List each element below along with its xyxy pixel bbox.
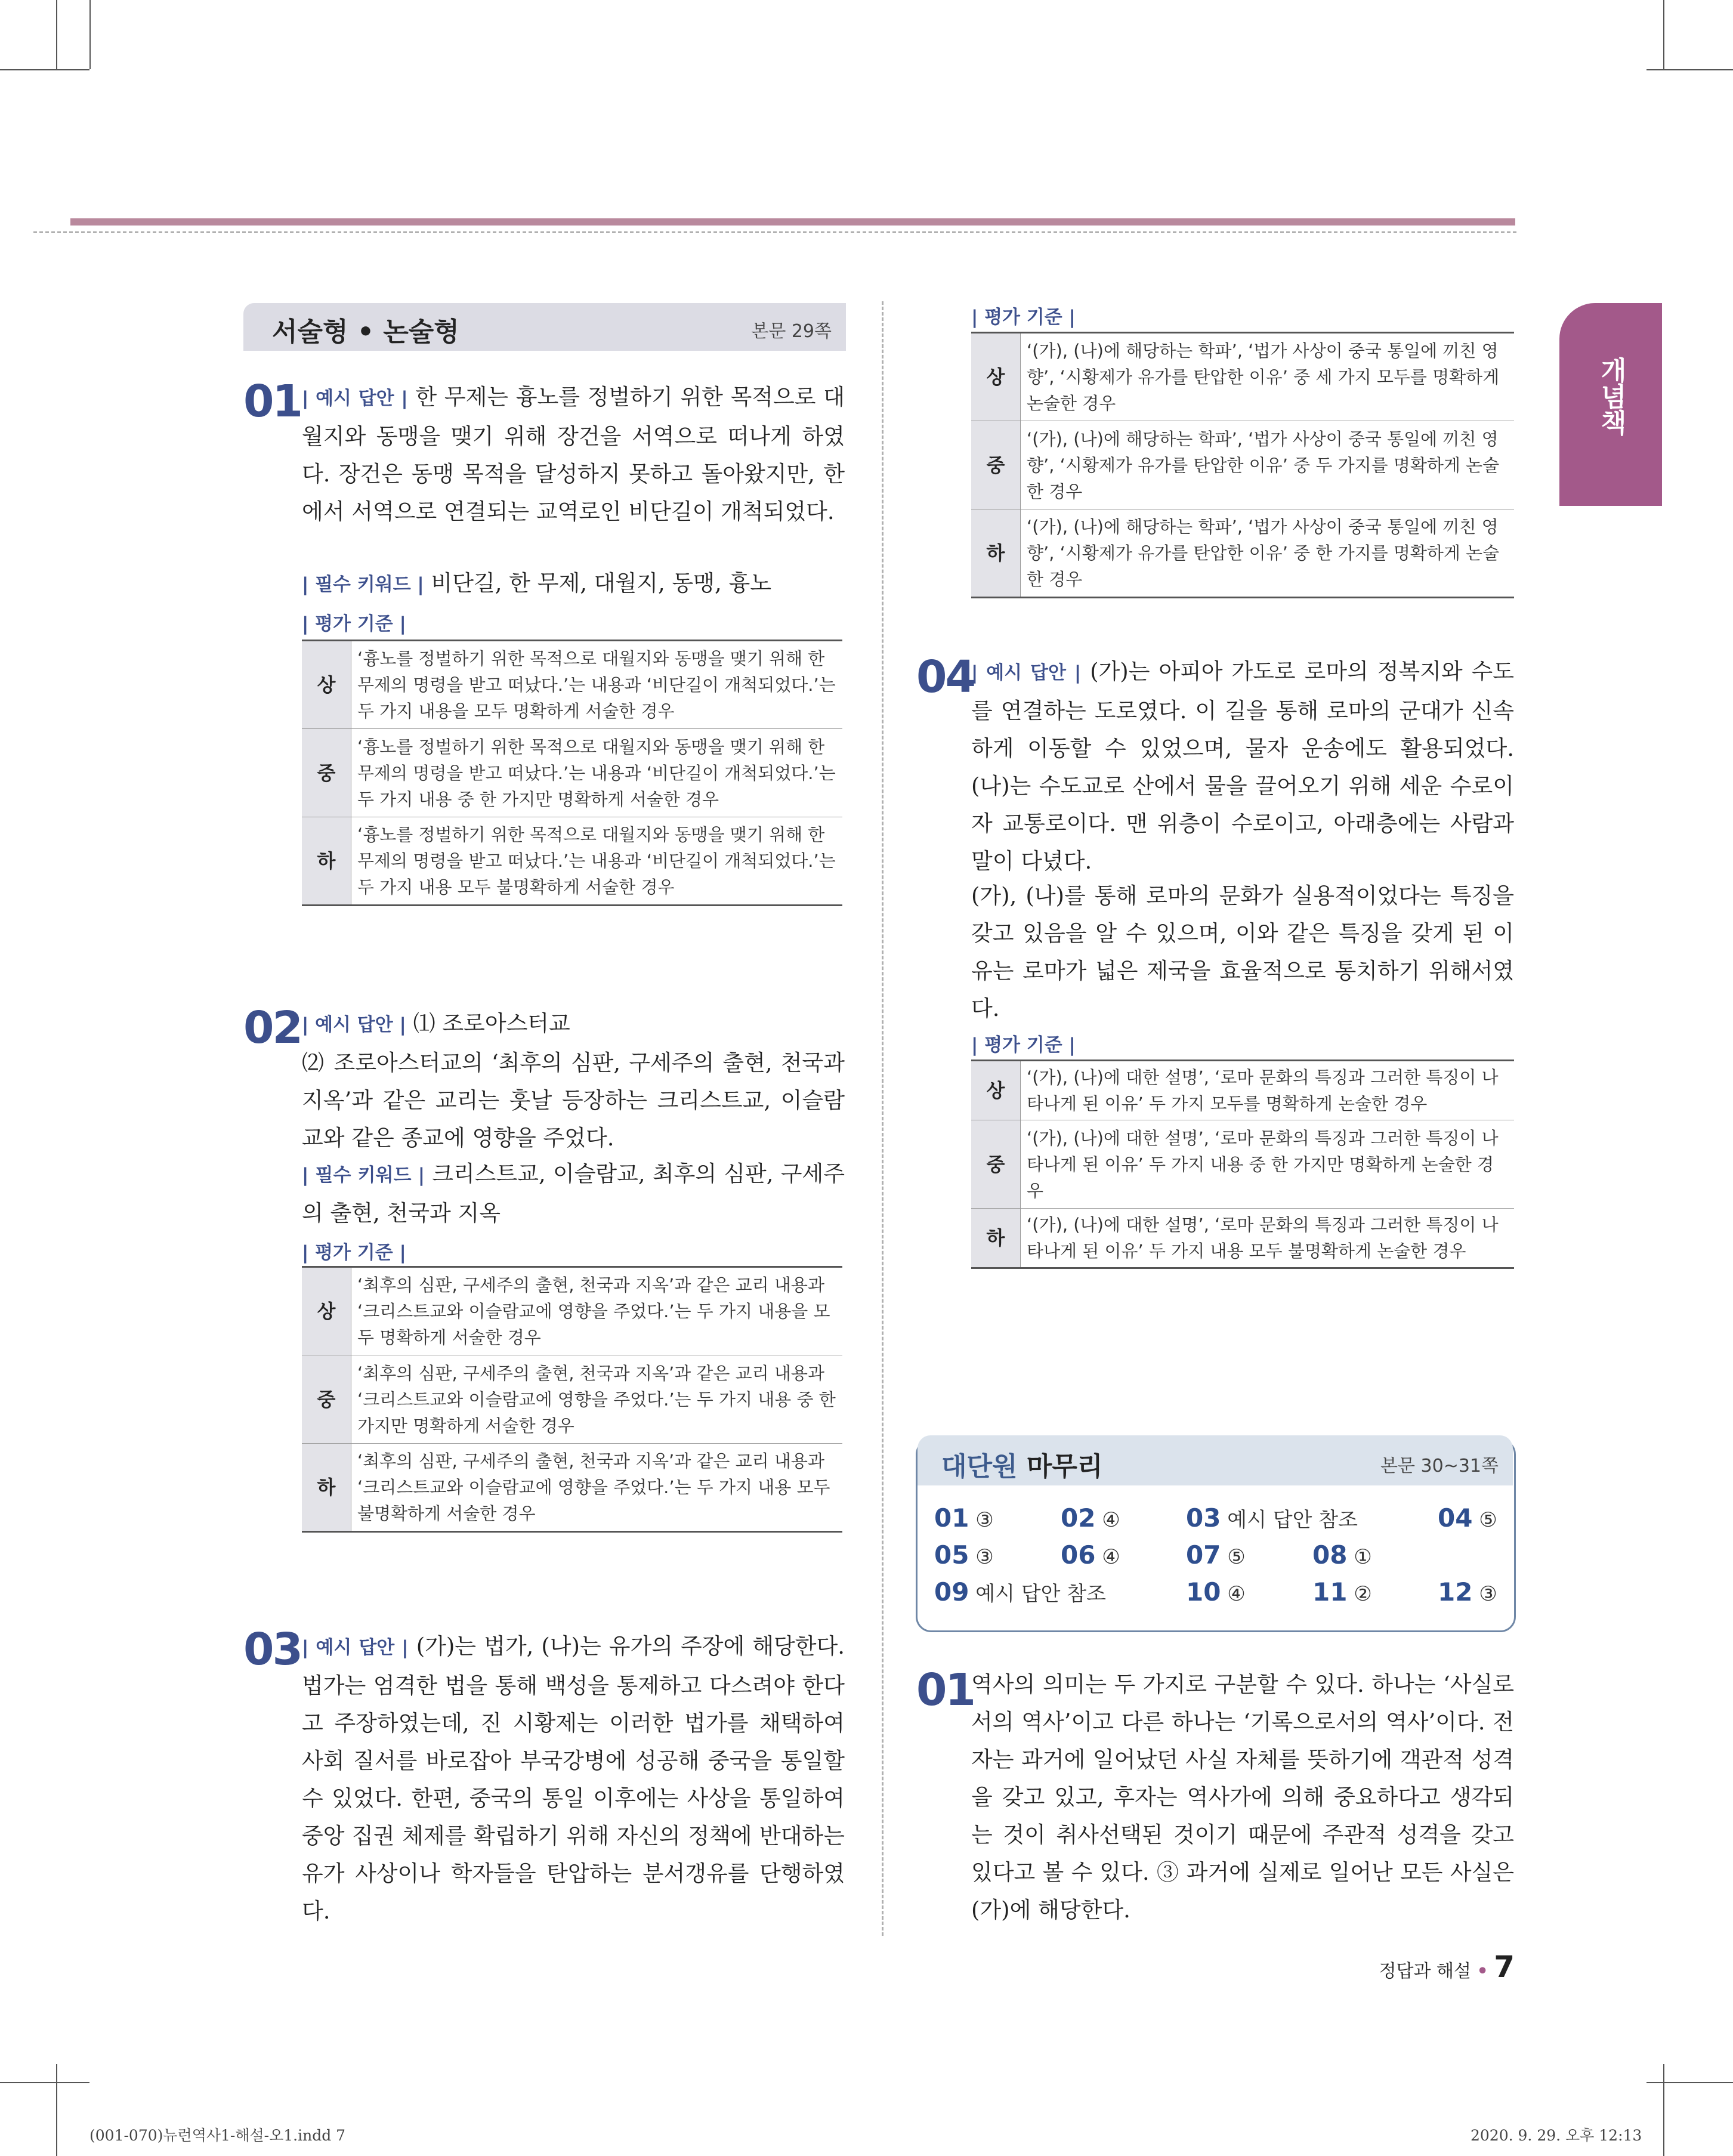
print-slug-right: 2020. 9. 29. 오후 12:13 <box>1471 2127 1642 2144</box>
keyword-line <box>302 564 845 604</box>
answer-item <box>1061 1503 1120 1533</box>
answer-item <box>1312 1540 1372 1570</box>
answer-item <box>1186 1503 1358 1533</box>
level-mid: 중 <box>971 1120 1021 1209</box>
crop-mark <box>56 2064 57 2156</box>
level-low: 하 <box>302 817 351 906</box>
answer-number: 05 <box>934 1540 969 1570</box>
crop-mark <box>0 2082 89 2083</box>
keyword-label: | 필수 키워드 | <box>302 574 424 595</box>
crop-mark <box>1646 69 1733 70</box>
example-label: | 예시 답안 | <box>971 662 1082 684</box>
side-tab <box>1559 303 1662 506</box>
keyword-label: | 필수 키워드 | <box>302 1165 425 1186</box>
keyword-text: 비단길, 한 무제, 대월지, 동맹, 흉노 <box>431 570 772 596</box>
answer-number: 09 <box>934 1577 969 1607</box>
keyword-text: 크리스트교, 이슬람교, 최후의 심판, 구세주의 출현, 천국과 지옥 <box>302 1161 845 1226</box>
page-number: 7 <box>1494 1950 1515 1984</box>
table-row <box>971 1061 1514 1120</box>
criteria-text: ‘최후의 심판, 구세주의 출현, 천국과 지옥’과 같은 교리 내용과 ‘크리스트교와 이슬람교에 영향을 주었다.’는 두 가지 내용 모두 불명확하게 서술한 경우 <box>351 1444 843 1532</box>
level-mid: 중 <box>302 1355 351 1444</box>
answer-text: ⑴ 조로아스터교 <box>413 1011 570 1036</box>
example-answer <box>302 378 845 530</box>
criteria-text: ‘(가), (나)에 해당하는 학파’, ‘법가 사상이 중국 통일에 끼친 영향’, ‘시황제가 유가를 탄압한 이유’ 중 세 가지 모두를 명확하게 논술한 경우 <box>1021 333 1515 421</box>
print-slug-left: (001-070)뉴런역사1-해설-오1.indd 7 <box>89 2127 346 2144</box>
answer-text: (가), (나)를 통해 로마의 문화가 실용적이었다는 특징을 갖고 있음을 알 수 있으며, 이와 같은 특징을 갖게 된 이유는 로마가 넓은 제국을 효율적으로 통치하기 위해서였다. <box>971 883 1514 1021</box>
example-answer <box>302 1005 845 1157</box>
example-label: | 예시 답안 | <box>302 1014 406 1036</box>
table-row <box>971 333 1514 421</box>
side-tab-label: 개념책 <box>1596 357 1626 435</box>
answer-item <box>934 1577 1106 1607</box>
bullet-icon: • <box>1476 1961 1488 1982</box>
criteria-label: | 평가 기준 | <box>302 613 406 635</box>
answer-text: 역사의 의미는 두 가지로 구분할 수 있다. 하나는 ‘사실로서의 역사’이고 다른 하나는 ‘기록으로서의 역사’이다. 전자는 과거에 일어났던 사실 자체를 뜻하기에 객관적 성격을 갖고 있고, 후자는 역사가에 의해 중요하다고 생각되는 것이 취사선택된 것이기 때문에 주관적 성격을 갖고 있다고 볼 수 있다. ③ 과거에 실제로 일어난 모든 사실은 (가)에 해당한다. <box>971 1672 1514 1923</box>
level-low: 하 <box>302 1444 351 1532</box>
review-answer <box>971 1666 1514 1929</box>
table-row <box>971 1209 1514 1268</box>
table-row <box>971 509 1514 598</box>
example-answer <box>971 653 1514 880</box>
answer-value: ④ <box>1095 1545 1120 1569</box>
criteria-text: ‘흉노를 정벌하기 위한 목적으로 대월지와 동맹을 맺기 위해 한 무제의 명령을 받고 떠났다.’는 내용과 ‘비단길이 개척되었다.’는 두 가지 내용을 모두 명확하게 서술한 경우 <box>351 641 843 729</box>
answer-number: 07 <box>1186 1540 1221 1570</box>
answer-value: ② <box>1347 1582 1372 1606</box>
review-title-part2: 마무리 <box>1017 1451 1103 1482</box>
answer-number: 08 <box>1312 1540 1348 1570</box>
criteria-text: ‘최후의 심판, 구세주의 출현, 천국과 지옥’과 같은 교리 내용과 ‘크리스트교와 이슬람교에 영향을 주었다.’는 두 가지 내용을 모두 명확하게 서술한 경우 <box>351 1267 843 1355</box>
answer-number: 12 <box>1438 1577 1473 1607</box>
crop-mark <box>0 69 89 70</box>
answer-number: 04 <box>1438 1503 1473 1533</box>
table-row <box>302 1355 842 1444</box>
criteria-table <box>302 1266 842 1533</box>
review-header <box>918 1435 1513 1485</box>
level-high: 상 <box>302 641 351 729</box>
answer-number: 06 <box>1061 1540 1096 1570</box>
keyword-line <box>302 1155 845 1232</box>
review-title <box>941 1445 1102 1483</box>
criteria-text: ‘(가), (나)에 대한 설명’, ‘로마 문화의 특징과 그러한 특징이 나타나게 된 이유’ 두 가지 내용 중 한 가지만 명확하게 논술한 경우 <box>1021 1120 1515 1209</box>
answer-number: 02 <box>1061 1503 1096 1533</box>
crop-mark <box>89 0 91 69</box>
table-row <box>302 729 842 817</box>
crop-mark <box>56 0 57 69</box>
criteria-text: ‘흉노를 정벌하기 위한 목적으로 대월지와 동맹을 맺기 위해 한 무제의 명령을 받고 떠났다.’는 내용과 ‘비단길이 개척되었다.’는 두 가지 내용 중 한 가지만 명확하게 서술한 경우 <box>351 729 843 817</box>
table-row <box>302 817 842 906</box>
table-row <box>971 421 1514 509</box>
header-color-bar <box>70 218 1515 226</box>
example-label: | 예시 답안 | <box>302 388 408 409</box>
answer-item <box>1061 1540 1120 1570</box>
answer-value: ④ <box>1221 1582 1246 1606</box>
level-mid: 중 <box>971 421 1021 509</box>
book-label: 정답과 해설 <box>1379 1961 1471 1982</box>
criteria-text: ‘(가), (나)에 대한 설명’, ‘로마 문화의 특징과 그러한 특징이 나타나게 된 이유’ 두 가지 모두를 명확하게 논술한 경우 <box>1021 1061 1515 1120</box>
level-high: 상 <box>971 333 1021 421</box>
criteria-text: ‘최후의 심판, 구세주의 출현, 천국과 지옥’과 같은 교리 내용과 ‘크리스트교와 이슬람교에 영향을 주었다.’는 두 가지 내용 중 한 가지만 명확하게 서술한 경우 <box>351 1355 843 1444</box>
answer-value: 예시 답안 참조 <box>1221 1508 1358 1532</box>
answer-number: 01 <box>934 1503 969 1533</box>
criteria-text: ‘흉노를 정벌하기 위한 목적으로 대월지와 동맹을 맺기 위해 한 무제의 명령을 받고 떠났다.’는 내용과 ‘비단길이 개척되었다.’는 두 가지 내용 모두 불명확하게 서술한 경우 <box>351 817 843 906</box>
answer-item <box>1186 1577 1246 1607</box>
table-row <box>302 1267 842 1355</box>
answer-paragraph <box>971 877 1514 1027</box>
answer-number: 03 <box>1186 1503 1221 1533</box>
answer-text: ⑵ 조로아스터교의 ‘최후의 심판, 구세주의 출현, 천국과 지옥’과 같은 교리는 훗날 등장하는 크리스트교, 이슬람교와 같은 종교에 영향을 주었다. <box>302 1050 845 1151</box>
section-header <box>243 303 846 351</box>
review-page-ref: 본문 30~31쪽 <box>1380 1456 1499 1477</box>
header-dashed-line <box>33 231 1516 233</box>
section-page-ref: 본문 29쪽 <box>751 321 832 342</box>
level-high: 상 <box>302 1267 351 1355</box>
answer-value: ⑤ <box>1472 1508 1497 1532</box>
answer-item <box>1438 1577 1497 1607</box>
crop-mark <box>1663 0 1664 69</box>
example-answer <box>302 1627 845 1930</box>
answer-item <box>934 1540 994 1570</box>
criteria-table <box>971 1060 1514 1269</box>
table-row <box>971 1120 1514 1209</box>
question-number: 02 <box>243 1002 301 1054</box>
answer-value: 예시 답안 참조 <box>969 1582 1106 1606</box>
table-row <box>302 641 842 729</box>
answer-value: ③ <box>1472 1582 1497 1606</box>
level-high: 상 <box>971 1061 1021 1120</box>
criteria-table <box>971 332 1514 598</box>
answer-value: ③ <box>969 1508 994 1532</box>
answer-text: 한 무제는 흉노를 정벌하기 위한 목적으로 대월지와 동맹을 맺기 위해 장건을 서역으로 떠나게 하였다. 장건은 동맹 목적을 달성하지 못하고 돌아왔지만, 한에서 서역으로 연결되는 교역로인 비단길이 개척되었다. <box>302 384 845 524</box>
answer-item <box>1438 1503 1497 1533</box>
answer-number: 11 <box>1312 1577 1348 1607</box>
review-title-part1: 대단원 <box>941 1451 1018 1482</box>
level-low: 하 <box>971 1209 1021 1268</box>
answer-item <box>1186 1540 1246 1570</box>
answer-value: ① <box>1347 1545 1372 1569</box>
level-low: 하 <box>971 509 1021 598</box>
answer-text: (가)는 아피아 가도로 로마의 정복지와 수도를 연결하는 도로였다. 이 길을 통해 로마의 군대가 신속하게 이동할 수 있었으며, 물자 운송에도 활용되었다. (나)는 수도교로 산에서 물을 끌어오기 위해 세운 수로이자 교통로이다. 맨 위층이 수로이고, 아래층에는 사람과 말이 다녔다. <box>971 659 1514 874</box>
question-number: 03 <box>243 1624 301 1675</box>
criteria-text: ‘(가), (나)에 대한 설명’, ‘로마 문화의 특징과 그러한 특징이 나타나게 된 이유’ 두 가지 내용 모두 불명확하게 논술한 경우 <box>1021 1209 1515 1268</box>
question-number: 01 <box>243 376 301 427</box>
answer-value: ⑤ <box>1221 1545 1246 1569</box>
example-label: | 예시 답안 | <box>302 1637 409 1658</box>
answer-value: ③ <box>969 1545 994 1569</box>
criteria-label: | 평가 기준 | <box>971 1034 1076 1056</box>
table-row <box>302 1444 842 1532</box>
column-divider <box>882 301 884 1936</box>
answer-text: (가)는 법가, (나)는 유가의 주장에 해당한다. 법가는 엄격한 법을 통해 백성을 통제하고 다스려야 한다고 주장하였는데, 진 시황제는 이러한 법가를 채택하여 사회 질서를 바로잡아 부국강병에 성공해 중국을 통일할 수 있었다. 한편, 중국의 통일 이후에는 사상을 통일하여 중앙 집권 체제를 확립하기 위해 자신의 정책에 반대하는 유가 사상이나 학자들을 탄압하는 분서갱유를 단행하였다. <box>302 1633 845 1924</box>
section-title: 서술형 • 논술형 <box>272 317 459 347</box>
answer-number: 10 <box>1186 1577 1221 1607</box>
answer-item <box>1312 1577 1372 1607</box>
criteria-label: | 평가 기준 | <box>302 1242 406 1264</box>
page-footer <box>1379 1950 1515 1984</box>
criteria-text: ‘(가), (나)에 해당하는 학파’, ‘법가 사상이 중국 통일에 끼친 영향’, ‘시황제가 유가를 탄압한 이유’ 중 두 가지를 명확하게 논술한 경우 <box>1021 421 1515 509</box>
level-mid: 중 <box>302 729 351 817</box>
criteria-table <box>302 640 842 906</box>
criteria-label: | 평가 기준 | <box>971 307 1076 328</box>
criteria-text: ‘(가), (나)에 해당하는 학파’, ‘법가 사상이 중국 통일에 끼친 영향’, ‘시황제가 유가를 탄압한 이유’ 중 한 가지를 명확하게 논술한 경우 <box>1021 509 1515 598</box>
answer-item <box>934 1503 994 1533</box>
question-number: 04 <box>916 651 974 703</box>
crop-mark <box>1646 2082 1733 2083</box>
crop-mark <box>1663 2064 1664 2156</box>
answer-value: ④ <box>1095 1508 1120 1532</box>
question-number: 01 <box>916 1664 974 1716</box>
